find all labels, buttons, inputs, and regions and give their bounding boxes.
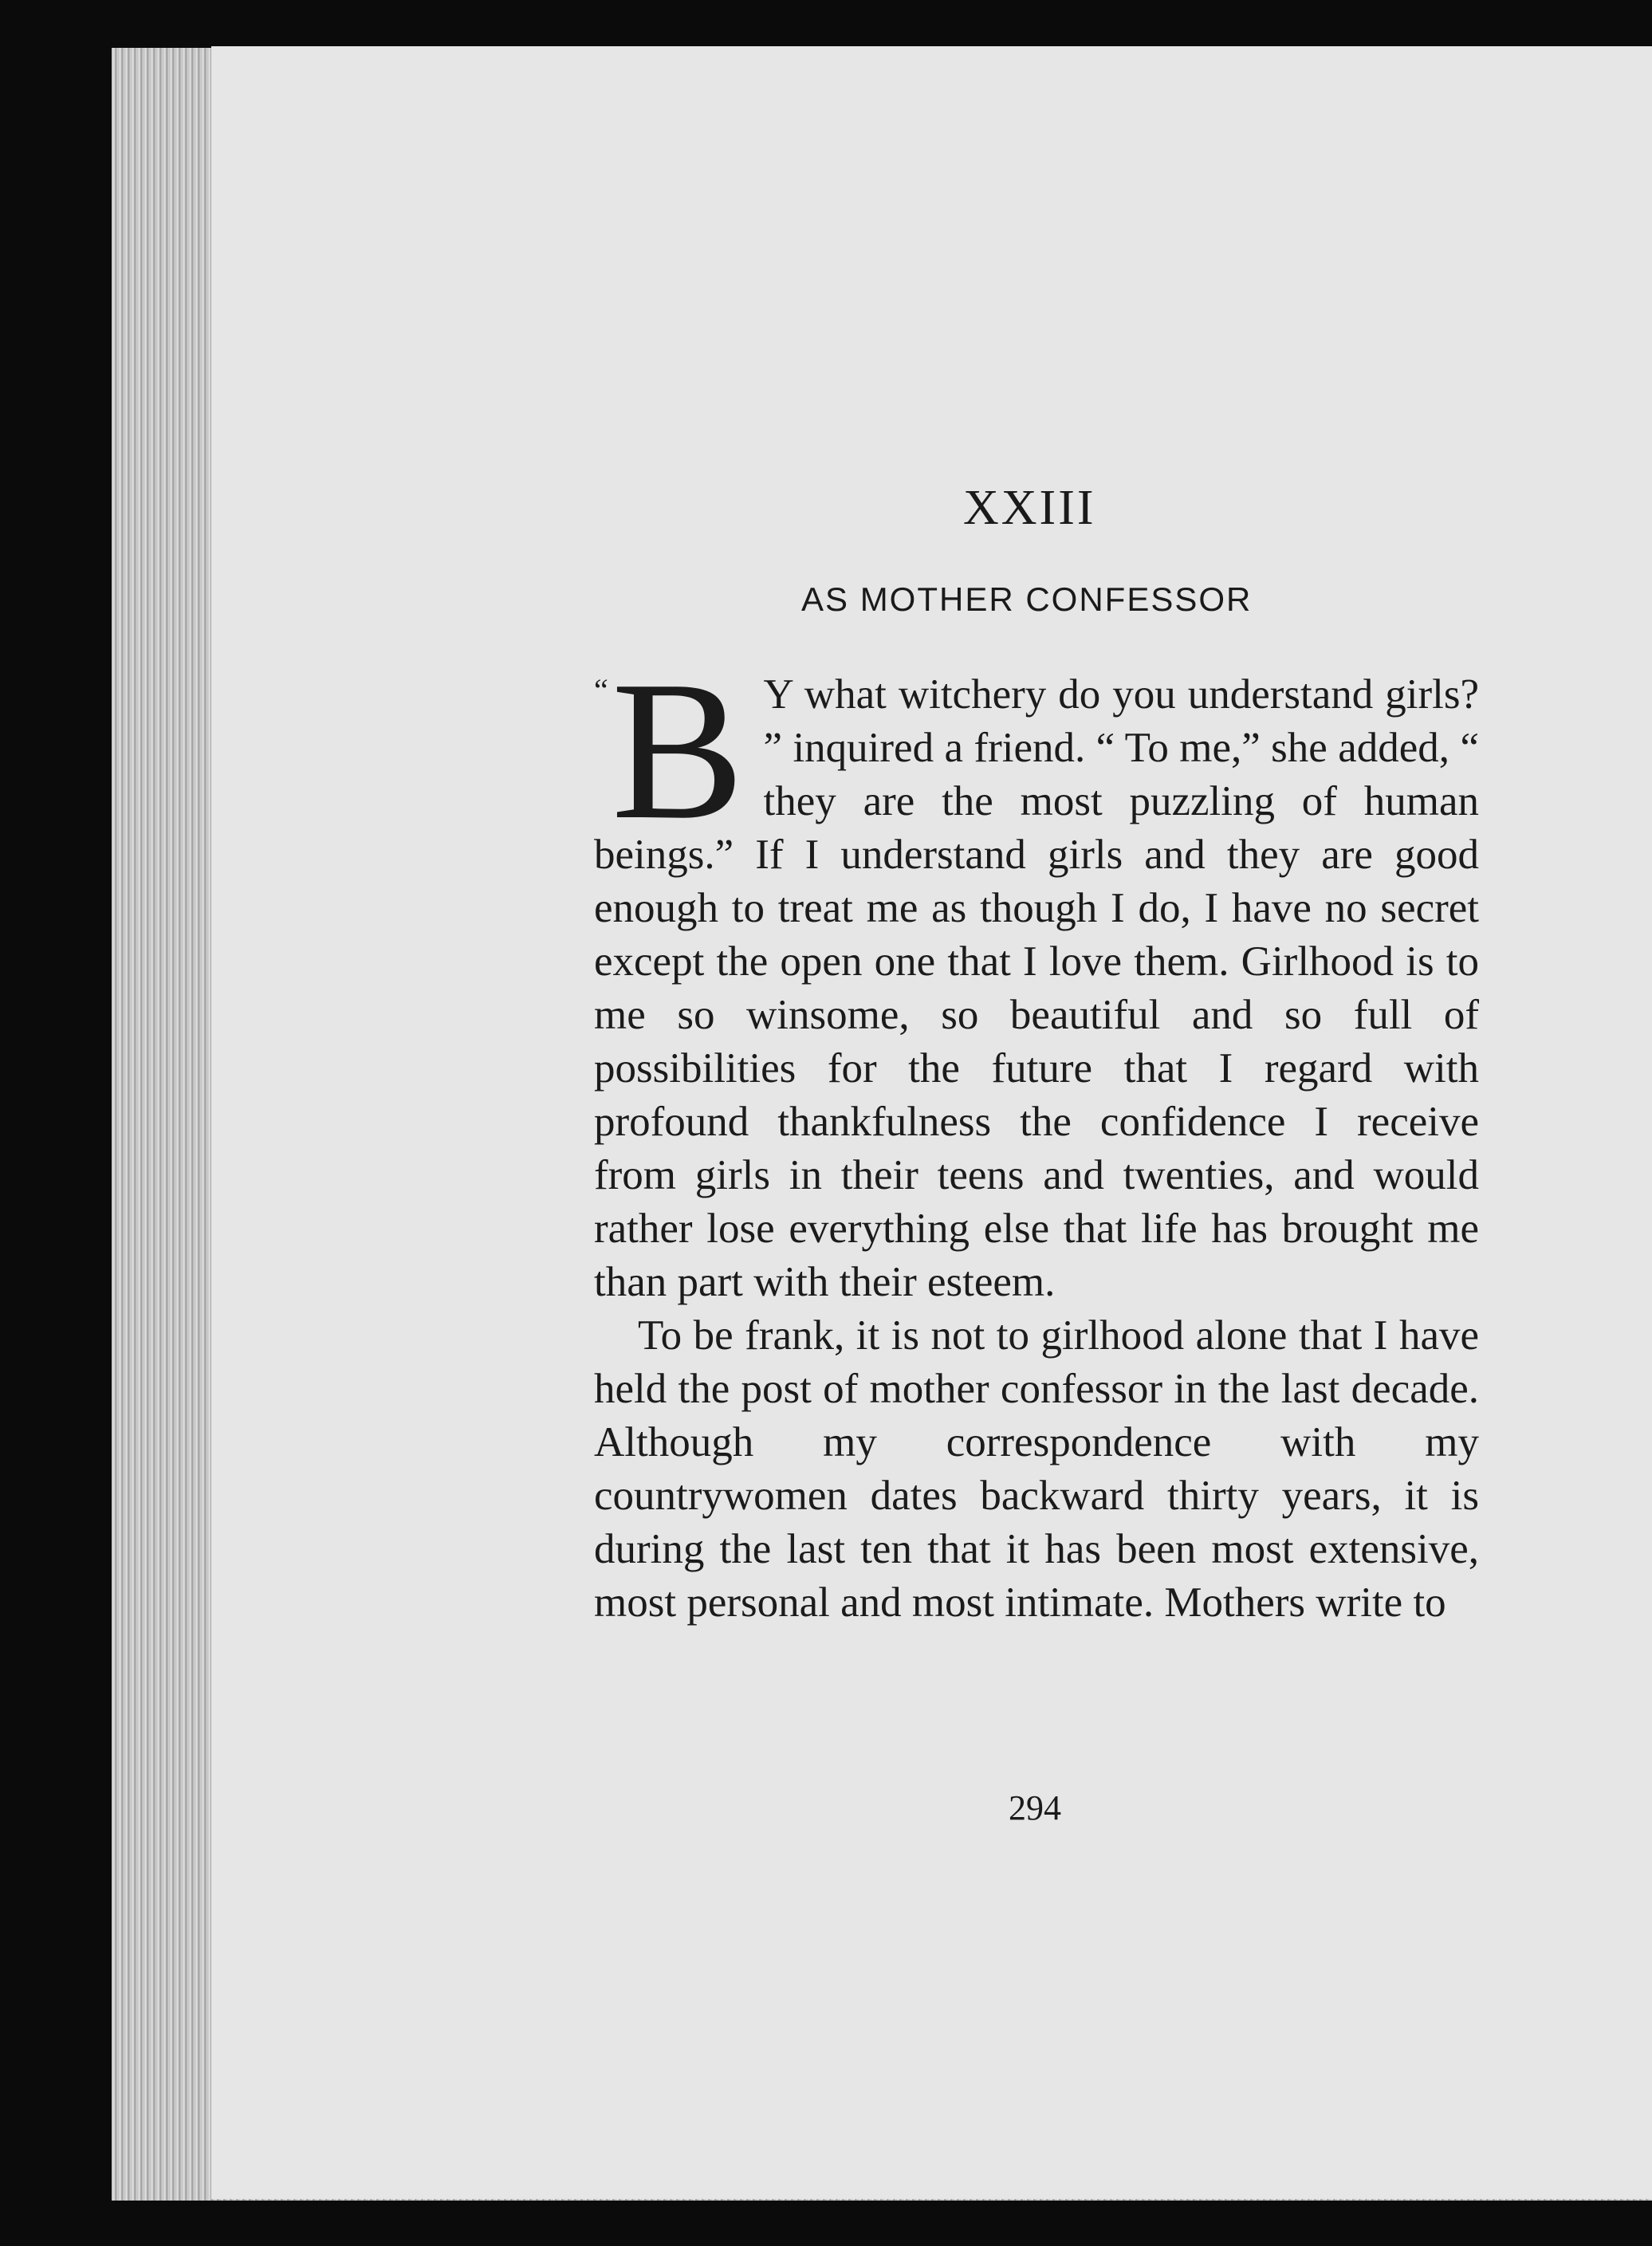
chapter-number: XXIII: [963, 481, 1096, 535]
drop-cap-group: [594, 640, 745, 861]
paragraph-1-text: Y what witchery do you understand girls? ” inquired a friend. “ To me,” she added, “ they are the most puzzling of human beings.” If I understand girls and they are good enough to treat me as though I do, I have no secret except the open one that I love them. Girlhood is to me so winsome, so beautiful and so full of possibilities for the future that I regard with profound thankfulness the confidence I receive from girls in their teens and twenties, and would rather lose everything else that life has brought me than part with their esteem.: [594, 671, 1479, 1305]
opening-quote: “: [594, 672, 608, 708]
body-text: [594, 640, 1479, 1630]
chapter-title: AS MOTHER CONFESSOR: [801, 580, 1253, 618]
page-number: 294: [1009, 1788, 1061, 1827]
paragraph-2: To be frank, it is not to girlhood alone that I have held the post of mother confessor in the last decade. Although my correspondence with my countrywomen dates backward thirty years, it is during the last ten that it has been most extensive, most personal and most intimate. Mothers write to: [594, 1312, 1479, 1626]
drop-cap: B: [611, 640, 745, 861]
paragraph-1: [594, 640, 1479, 1309]
